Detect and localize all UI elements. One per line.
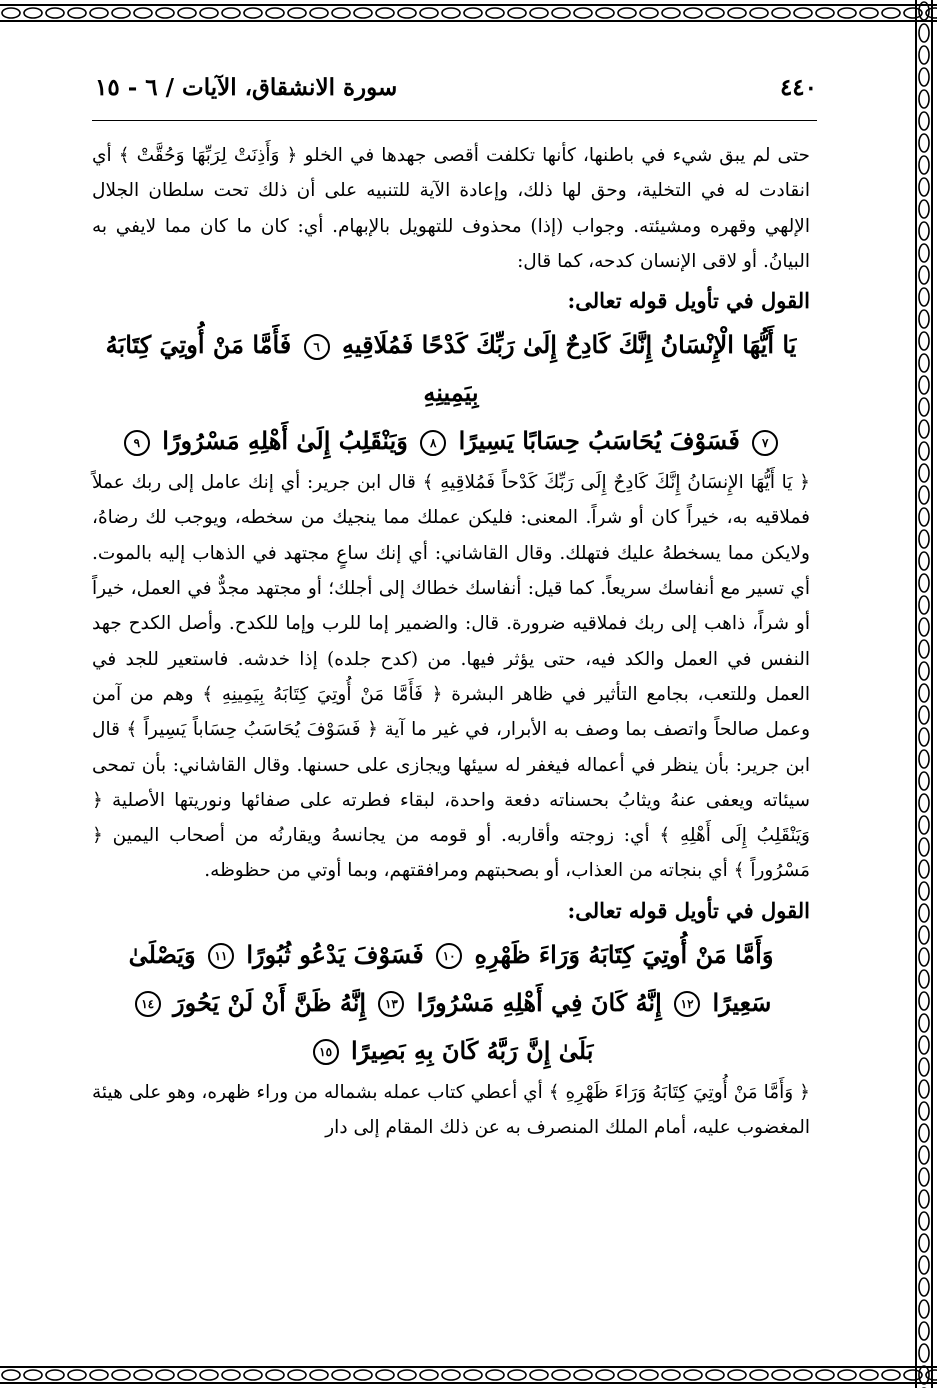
paragraph-1: حتى لم يبق شيء في باطنها، كأنها تكلفت أقصى جهدها في الخلو ﴿ وَأَذِنَتْ لِرَبِّهَا وَحُقَّتْ ﴾ أي انقادت له في التخلية، وحق لها ذلك، وإعادة الآية للتنبيه على أن ذلك تحت سلطان الجلال الإلهي وقهره ومشيئته. وجواب (إذا) محذوف للتهويل بالإبهام. أي: كان ما كان مما لايفي به البيانُ. أو لاقى الإنسان كدحه، كما قال: [92, 145, 810, 272]
verse-number-marker: ١٥ [313, 1039, 339, 1065]
verse-number-marker: ١١ [208, 943, 234, 969]
verse-text: بَلَىٰ إِنَّ رَبَّهُ كَانَ بِهِ بَصِيرًا [350, 1035, 594, 1065]
verse-number-marker: ٩ [124, 430, 150, 456]
quran-verse-line [92, 931, 810, 979]
verse-number-marker: ٨ [420, 430, 446, 456]
paragraph-2: ﴿ يَا أَيُّهَا الإِنسَانُ إِنَّكَ كَادِحٌ إِلَى رَبِّكَ كَدْحاً فَمُلاقِيهِ ﴾ قال ابن جرير: أي إنك عامل إلى ربك عملاً فملاقيه به، خيراً كان أو شراً. المعنى: فليكن عملك مما ينجيك من سخطه، ويوجب لك رضاهُ، ولايكن مما يسخطهُ عليك فتهلك. وقال القاشاني: أي إنك ساعٍ مجتهد في الذهاب إليه بالموت. أي تسير مع أنفاسك سريعاً. كما قيل: أنفاسك خطاك إلى أجلك؛ أو مجتهد مجدٌّ في العمل، خيراً أو شراً، ذاهب إلى ربك فملاقيه ضرورة. قال: والضمير إما للرب وإما للكدح. وأصل الكدح جهد النفس في العمل والكد فيه، حتى يؤثر فيها. من (كدح جلده) إذا خدشه. فاستعير للجد في العمل وللتعب، بجامع التأثير في ظاهر البشرة ﴿ فَأَمَّا مَنْ أُوتِيَ كِتَابَهُ بِيَمِينِهِ ﴾ وهم من آمن وعمل صالحاً واتصف بما وصف به الأبرار، في غير ما آية ﴿ فَسَوْفَ يُحَاسَبُ حِسَاباً يَسِيراً ﴾ قال ابن جرير: بأن ينظر في أعماله فيغفر له سيئها ويجازى على حسنها. وقال القاشاني: بأن تمحى سيئاته ويعفى عنهُ ويثابُ بحسناته دفعة واحدة، لبقاء فطرته على صفائها ونوريتها الأصلية ﴿ وَيَنْقَلِبُ إِلَى أَهْلِهِ ﴾ أي: زوجته وأقاربه. أو قومه من يجانسهُ ويقارنُه من أصحاب اليمين ﴿ مَسْرُوراً ﴾ أي بنجاته من العذاب، أو بصحبتهم ومرافقتهم، وبما أوتي من حظوظه. [92, 472, 810, 882]
right-chain-border [911, 0, 937, 1388]
verse-text: فَسَوْفَ يَدْعُو ثُبُورًا [246, 939, 424, 969]
top-chain-border [0, 0, 937, 26]
section-heading-2: القول في تأويل قوله تعالى: [567, 897, 810, 923]
surah-title: سورة الانشقاق، الآيات / ٦ - ١٥ [95, 74, 398, 101]
verse-text: وَأَمَّا مَنْ أُوتِيَ كِتَابَهُ وَرَاءَ ظَهْرِهِ [474, 939, 774, 969]
bottom-chain-border [0, 1362, 937, 1388]
paragraph-3: ﴿ وَأَمَّا مَنْ أُوتِيَ كِتَابَهُ وَرَاءَ ظَهْرِهِ ﴾ أي أعطي كتاب عمله بشماله من وراء ظهره، وهو على هيئة المغضوب عليه، أمام الملك المنصرف به عن ذلك المقام إلى دار [92, 1081, 810, 1139]
quran-verse-line [92, 979, 810, 1027]
quran-verse-line [92, 1027, 810, 1075]
verse-number-marker: ٦ [304, 334, 330, 360]
page-body [92, 138, 810, 1145]
header-rule [92, 120, 817, 121]
verse-text: وَيَصْلَىٰ [128, 939, 196, 969]
quran-verse-line [92, 321, 810, 417]
verse-number-marker: ١٣ [378, 991, 404, 1017]
verse-text: إِنَّهُ كَانَ فِي أَهْلِهِ مَسْرُورًا [416, 987, 662, 1017]
page-number: ٤٤٠ [779, 74, 817, 101]
verse-number-marker: ١٤ [135, 991, 161, 1017]
verse-number-marker: ٧ [752, 430, 778, 456]
verse-number-marker: ١٢ [674, 991, 700, 1017]
running-header [95, 70, 817, 110]
verse-text: يَا أَيُّهَا الْإِنْسَانُ إِنَّكَ كَادِحٌ إِلَىٰ رَبِّكَ كَدْحًا فَمُلَاقِيهِ [342, 330, 797, 360]
section-heading-1: القول في تأويل قوله تعالى: [567, 288, 810, 314]
verse-text: سَعِيرًا [712, 987, 772, 1017]
verse-text: إِنَّهُ ظَنَّ أَنْ لَنْ يَحُورَ [173, 987, 367, 1017]
verse-text: وَيَنْقَلِبُ إِلَىٰ أَهْلِهِ مَسْرُورًا [162, 426, 408, 456]
verse-text: فَأَمَّا مَنْ أُوتِيَ كِتَابَهُ بِيَمِينِهِ [105, 330, 479, 408]
quran-verse-line [92, 417, 810, 465]
verse-text: فَسَوْفَ يُحَاسَبُ حِسَابًا يَسِيرًا [458, 426, 740, 456]
verse-number-marker: ١٠ [436, 943, 462, 969]
